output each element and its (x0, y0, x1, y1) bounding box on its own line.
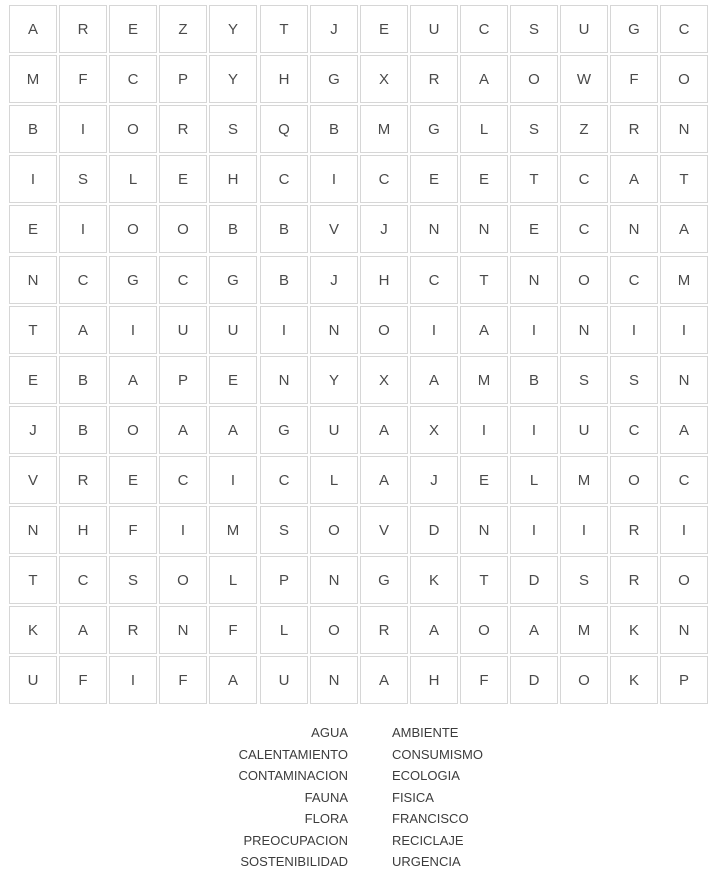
grid-cell[interactable]: H (209, 155, 257, 203)
grid-cell[interactable]: I (660, 306, 708, 354)
grid-cell[interactable]: I (209, 456, 257, 504)
grid-cell[interactable]: I (310, 155, 358, 203)
word-item: AMBIENTE (392, 725, 459, 740)
grid-cell[interactable]: D (510, 556, 558, 604)
grid-cell[interactable]: N (560, 306, 608, 354)
grid-cell[interactable]: R (610, 556, 658, 604)
grid-cell[interactable]: L (209, 556, 257, 604)
grid-cell[interactable]: N (610, 205, 658, 253)
grid-cell[interactable]: B (59, 406, 107, 454)
grid-cell[interactable]: C (410, 256, 458, 304)
grid-cell[interactable]: Y (209, 5, 257, 53)
grid-cell[interactable]: O (159, 205, 207, 253)
grid-cell[interactable]: N (310, 656, 358, 704)
grid-cell[interactable]: A (460, 55, 508, 103)
word-item: FRANCISCO (392, 811, 469, 826)
grid-cell[interactable]: H (360, 256, 408, 304)
grid-cell[interactable]: C (260, 456, 308, 504)
grid-cell[interactable]: I (260, 306, 308, 354)
grid-cell[interactable]: R (610, 105, 658, 153)
word-item: PREOCUPACION (243, 832, 348, 848)
grid-cell[interactable]: B (9, 105, 57, 153)
grid-cell[interactable]: I (510, 306, 558, 354)
grid-cell[interactable]: I (660, 506, 708, 554)
grid-cell[interactable]: S (560, 356, 608, 404)
grid-cell[interactable]: H (59, 506, 107, 554)
grid-cell[interactable]: J (310, 5, 358, 53)
grid-cell[interactable]: V (360, 506, 408, 554)
word-item: FLORA (304, 811, 348, 826)
grid-cell[interactable]: C (159, 456, 207, 504)
grid-cell[interactable]: L (310, 456, 358, 504)
grid-cell[interactable]: L (260, 606, 308, 654)
grid-cell[interactable]: T (460, 556, 508, 604)
grid-cell[interactable]: A (159, 406, 207, 454)
grid-cell[interactable]: B (59, 356, 107, 404)
grid-cell[interactable]: R (159, 105, 207, 153)
grid-cell[interactable]: O (109, 406, 157, 454)
grid-cell[interactable]: E (460, 155, 508, 203)
grid-cell[interactable]: J (9, 406, 57, 454)
grid-cell[interactable]: F (59, 656, 107, 704)
grid-cell[interactable]: O (310, 506, 358, 554)
word-item: SOSTENIBILIDAD (240, 854, 348, 869)
grid-cell[interactable]: B (310, 105, 358, 153)
grid-cell[interactable]: I (9, 155, 57, 203)
grid-cell[interactable]: Q (260, 105, 308, 153)
grid-cell[interactable]: I (560, 506, 608, 554)
grid-cell[interactable]: O (560, 256, 608, 304)
grid-cell[interactable]: E (410, 155, 458, 203)
grid-cell[interactable]: I (460, 406, 508, 454)
grid-cell[interactable]: I (109, 656, 157, 704)
grid-cell[interactable]: S (560, 556, 608, 604)
grid-cell[interactable]: V (9, 456, 57, 504)
grid-cell[interactable]: A (510, 606, 558, 654)
grid-cell[interactable]: S (510, 5, 558, 53)
word-item: URGENCIA (392, 854, 461, 869)
grid-cell[interactable]: U (410, 5, 458, 53)
grid-cell[interactable]: R (59, 456, 107, 504)
grid-cell[interactable]: U (560, 5, 608, 53)
grid-cell[interactable]: C (560, 205, 608, 253)
grid-cell[interactable]: C (460, 5, 508, 53)
grid-cell[interactable]: R (610, 506, 658, 554)
grid-cell[interactable]: X (360, 356, 408, 404)
grid-cell[interactable]: I (610, 306, 658, 354)
grid-cell[interactable]: R (59, 5, 107, 53)
grid-cell[interactable]: G (310, 55, 358, 103)
grid-cell[interactable]: E (159, 155, 207, 203)
grid-cell[interactable]: I (59, 205, 107, 253)
grid-cell[interactable]: A (360, 656, 408, 704)
grid-cell[interactable]: M (209, 506, 257, 554)
grid-cell[interactable]: A (660, 205, 708, 253)
grid-cell[interactable]: P (660, 656, 708, 704)
grid-cell[interactable]: K (9, 606, 57, 654)
grid-cell[interactable]: T (9, 306, 57, 354)
grid-cell[interactable]: S (610, 356, 658, 404)
grid-cell[interactable]: K (610, 656, 658, 704)
grid-cell[interactable]: Y (310, 356, 358, 404)
grid-cell[interactable]: U (9, 656, 57, 704)
grid-cell[interactable]: S (510, 105, 558, 153)
grid-cell[interactable]: D (410, 506, 458, 554)
word-item: ECOLOGIA (392, 768, 460, 783)
grid-cell[interactable]: C (59, 556, 107, 604)
grid-cell[interactable]: N (310, 306, 358, 354)
grid-cell[interactable]: Z (159, 5, 207, 53)
grid-cell[interactable]: N (660, 356, 708, 404)
grid-cell[interactable]: I (159, 506, 207, 554)
grid-cell[interactable]: A (9, 5, 57, 53)
grid-cell[interactable]: A (59, 306, 107, 354)
word-item: AGUA (311, 725, 348, 740)
grid-cell[interactable]: I (59, 105, 107, 153)
grid-cell[interactable]: M (660, 256, 708, 304)
grid-cell[interactable]: N (9, 506, 57, 554)
grid-cell[interactable]: C (109, 55, 157, 103)
grid-cell[interactable]: T (510, 155, 558, 203)
grid-cell[interactable]: U (310, 406, 358, 454)
grid-cell[interactable]: F (159, 656, 207, 704)
grid-cell[interactable]: O (560, 656, 608, 704)
grid-cell[interactable]: T (260, 5, 308, 53)
grid-cell[interactable]: A (460, 306, 508, 354)
grid-cell[interactable]: A (410, 606, 458, 654)
grid-cell[interactable]: A (59, 606, 107, 654)
word-item: CONTAMINACION (238, 768, 348, 783)
grid-cell[interactable]: A (360, 406, 408, 454)
grid-cell[interactable]: N (9, 256, 57, 304)
word-item: FISICA (392, 789, 434, 805)
grid-cell[interactable]: U (260, 656, 308, 704)
word-item: RECICLAJE (392, 832, 464, 848)
grid-cell[interactable]: E (109, 456, 157, 504)
grid-cell[interactable]: M (9, 55, 57, 103)
grid-cell[interactable]: U (209, 306, 257, 354)
grid-cell[interactable]: E (510, 205, 558, 253)
grid-cell[interactable]: U (159, 306, 207, 354)
grid-cell[interactable]: F (610, 55, 658, 103)
grid-cell[interactable]: X (410, 406, 458, 454)
grid-cell[interactable]: S (59, 155, 107, 203)
grid-cell[interactable]: M (560, 606, 608, 654)
grid-cell[interactable]: A (109, 356, 157, 404)
grid-cell[interactable]: C (560, 155, 608, 203)
grid-cell[interactable]: S (109, 556, 157, 604)
grid-cell[interactable]: O (310, 606, 358, 654)
grid-cell[interactable]: D (510, 656, 558, 704)
grid-cell[interactable]: R (109, 606, 157, 654)
grid-cell[interactable]: C (59, 256, 107, 304)
grid-cell[interactable]: M (560, 456, 608, 504)
grid-cell[interactable]: O (109, 205, 157, 253)
grid-cell[interactable]: B (260, 256, 308, 304)
grid-cell[interactable]: O (360, 306, 408, 354)
grid-cell[interactable]: E (360, 5, 408, 53)
grid-cell[interactable]: N (660, 606, 708, 654)
grid-cell[interactable]: O (460, 606, 508, 654)
grid-cell[interactable]: S (209, 105, 257, 153)
grid-cell[interactable]: E (9, 205, 57, 253)
grid-cell[interactable]: T (460, 256, 508, 304)
grid-cell[interactable]: Z (560, 105, 608, 153)
grid-cell[interactable]: U (560, 406, 608, 454)
grid-cell[interactable]: C (360, 155, 408, 203)
grid-cell[interactable]: L (460, 105, 508, 153)
grid-cell[interactable]: M (360, 105, 408, 153)
grid-cell[interactable]: I (510, 406, 558, 454)
grid-cell[interactable]: O (109, 105, 157, 153)
word-item: CONSUMISMO (392, 746, 483, 762)
grid-cell[interactable]: J (410, 456, 458, 504)
grid-cell[interactable]: C (660, 456, 708, 504)
grid-cell[interactable]: H (260, 55, 308, 103)
grid-cell[interactable]: B (510, 356, 558, 404)
grid-cell[interactable]: E (109, 5, 157, 53)
grid-cell[interactable]: O (610, 456, 658, 504)
grid-cell[interactable]: J (360, 205, 408, 253)
grid-cell[interactable]: F (460, 656, 508, 704)
grid-cell[interactable]: K (410, 556, 458, 604)
grid-cell[interactable]: C (260, 155, 308, 203)
grid-cell[interactable]: N (660, 105, 708, 153)
grid-cell[interactable]: A (209, 656, 257, 704)
grid-cell[interactable]: J (310, 256, 358, 304)
grid-cell[interactable]: O (159, 556, 207, 604)
grid-cell[interactable]: C (610, 406, 658, 454)
grid-cell[interactable]: A (660, 406, 708, 454)
grid-cell[interactable]: A (360, 456, 408, 504)
grid-cell[interactable]: R (360, 606, 408, 654)
grid-cell[interactable]: F (109, 506, 157, 554)
grid-cell[interactable]: P (159, 55, 207, 103)
grid-cell[interactable]: I (510, 506, 558, 554)
grid-cell[interactable]: G (610, 5, 658, 53)
grid-cell[interactable]: O (660, 556, 708, 604)
grid-cell[interactable]: M (460, 356, 508, 404)
grid-cell[interactable]: A (209, 406, 257, 454)
grid-cell[interactable]: N (460, 506, 508, 554)
grid-cell[interactable]: C (159, 256, 207, 304)
grid-cell[interactable]: N (260, 356, 308, 404)
grid-cell[interactable]: C (660, 5, 708, 53)
grid-cell[interactable]: G (209, 256, 257, 304)
grid-cell[interactable]: B (209, 205, 257, 253)
grid-cell[interactable]: N (460, 205, 508, 253)
grid-cell[interactable]: Y (209, 55, 257, 103)
grid-cell[interactable]: P (260, 556, 308, 604)
letter-grid (9, 5, 710, 706)
word-item: FAUNA (304, 789, 348, 805)
grid-cell[interactable]: E (460, 456, 508, 504)
grid-cell[interactable]: I (410, 306, 458, 354)
grid-cell[interactable]: N (310, 556, 358, 604)
grid-cell[interactable]: N (159, 606, 207, 654)
grid-cell[interactable]: P (159, 356, 207, 404)
grid-cell[interactable]: G (260, 406, 308, 454)
grid-cell[interactable]: E (209, 356, 257, 404)
grid-cell[interactable]: T (660, 155, 708, 203)
grid-cell[interactable]: A (610, 155, 658, 203)
grid-cell[interactable]: B (260, 205, 308, 253)
grid-cell[interactable]: R (410, 55, 458, 103)
grid-cell[interactable]: X (360, 55, 408, 103)
word-item: CALENTAMIENTO (238, 746, 348, 762)
grid-cell[interactable]: L (510, 456, 558, 504)
grid-cell[interactable]: E (9, 356, 57, 404)
grid-cell[interactable]: F (209, 606, 257, 654)
word-list-left-column (238, 722, 348, 873)
word-list-right-column (392, 722, 483, 873)
grid-cell[interactable]: C (610, 256, 658, 304)
grid-cell[interactable]: N (410, 205, 458, 253)
grid-cell[interactable]: S (260, 506, 308, 554)
grid-cell[interactable]: W (560, 55, 608, 103)
grid-cell[interactable]: I (109, 306, 157, 354)
grid-cell[interactable]: O (660, 55, 708, 103)
grid-cell[interactable]: G (410, 105, 458, 153)
grid-cell[interactable]: V (310, 205, 358, 253)
grid-cell[interactable]: F (59, 55, 107, 103)
grid-cell[interactable]: N (510, 256, 558, 304)
grid-cell[interactable]: A (410, 356, 458, 404)
grid-cell[interactable]: L (109, 155, 157, 203)
grid-cell[interactable]: G (360, 556, 408, 604)
grid-cell[interactable]: T (9, 556, 57, 604)
grid-cell[interactable]: K (610, 606, 658, 654)
grid-cell[interactable]: O (510, 55, 558, 103)
grid-cell[interactable]: G (109, 256, 157, 304)
grid-cell[interactable]: H (410, 656, 458, 704)
